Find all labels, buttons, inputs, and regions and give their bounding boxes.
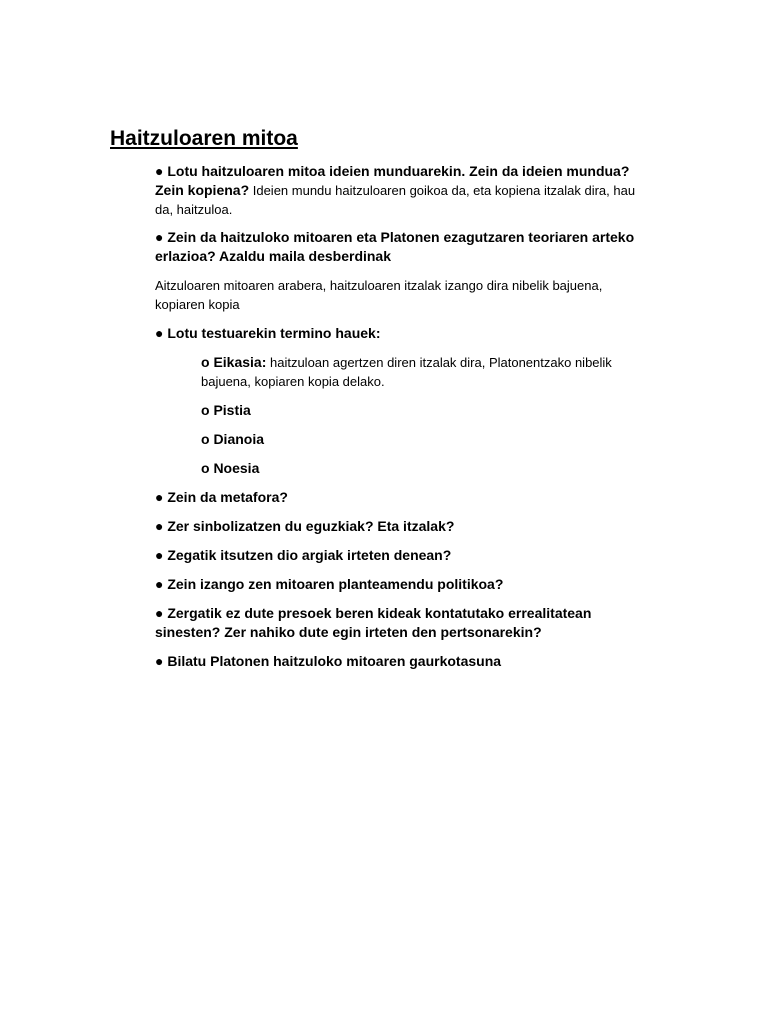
question-3: ● Lotu testuarekin termino hauek:: [155, 325, 381, 341]
question-4: ● Zein da metafora?: [155, 489, 288, 505]
question-6: ● Zegatik itsutzen dio argiak irteten denean?: [155, 547, 452, 563]
term-pistia: o Pistia: [201, 402, 251, 418]
question-1-answer: Ideien mundu haitzuloaren goikoa da, eta kopiena itzalak dira, hau da, haitzuloa.: [155, 183, 636, 217]
term-list: [201, 353, 655, 478]
term-noesia: o Noesia: [201, 460, 260, 476]
term-eikasia-label: o Eikasia:: [201, 354, 267, 370]
term-dianoia: o Dianoia: [201, 431, 265, 447]
question-2: ● Zein da haitzuloko mitoaren eta Platonen ezagutzaren teoriaren arteko erlazioa? Azaldu maila desberdinak: [155, 229, 635, 264]
term-eikasia: [201, 353, 655, 391]
question-7: ● Zein izango zen mitoaren planteamendu politikoa?: [155, 576, 504, 592]
question-1-text: ● Lotu haitzuloaren mitoa ideien munduarekin. Zein da ideien mundua? Zein kopiena?: [155, 163, 630, 198]
term-eikasia-answer: haitzuloan agertzen diren itzalak dira, Platonentzako nibelik bajuena, kopiaren kopia delako.: [201, 355, 612, 389]
question-list: [155, 162, 655, 671]
question-1: [155, 162, 655, 219]
answer-2: Aitzuloaren mitoaren arabera, haitzuloaren itzalak izango dira nibelik bajuena, kopiaren kopia: [155, 278, 603, 312]
question-5: ● Zer sinbolizatzen du eguzkiak? Eta itzalak?: [155, 518, 455, 534]
question-8: ● Zergatik ez dute presoek beren kideak kontatutako errealitatean sinesten? Zer nahiko dute egin irteten den pertsonarekin?: [155, 605, 592, 640]
document-title: Haitzuloaren mitoa: [110, 127, 298, 150]
question-9: ● Bilatu Platonen haitzuloko mitoaren gaurkotasuna: [155, 653, 502, 669]
